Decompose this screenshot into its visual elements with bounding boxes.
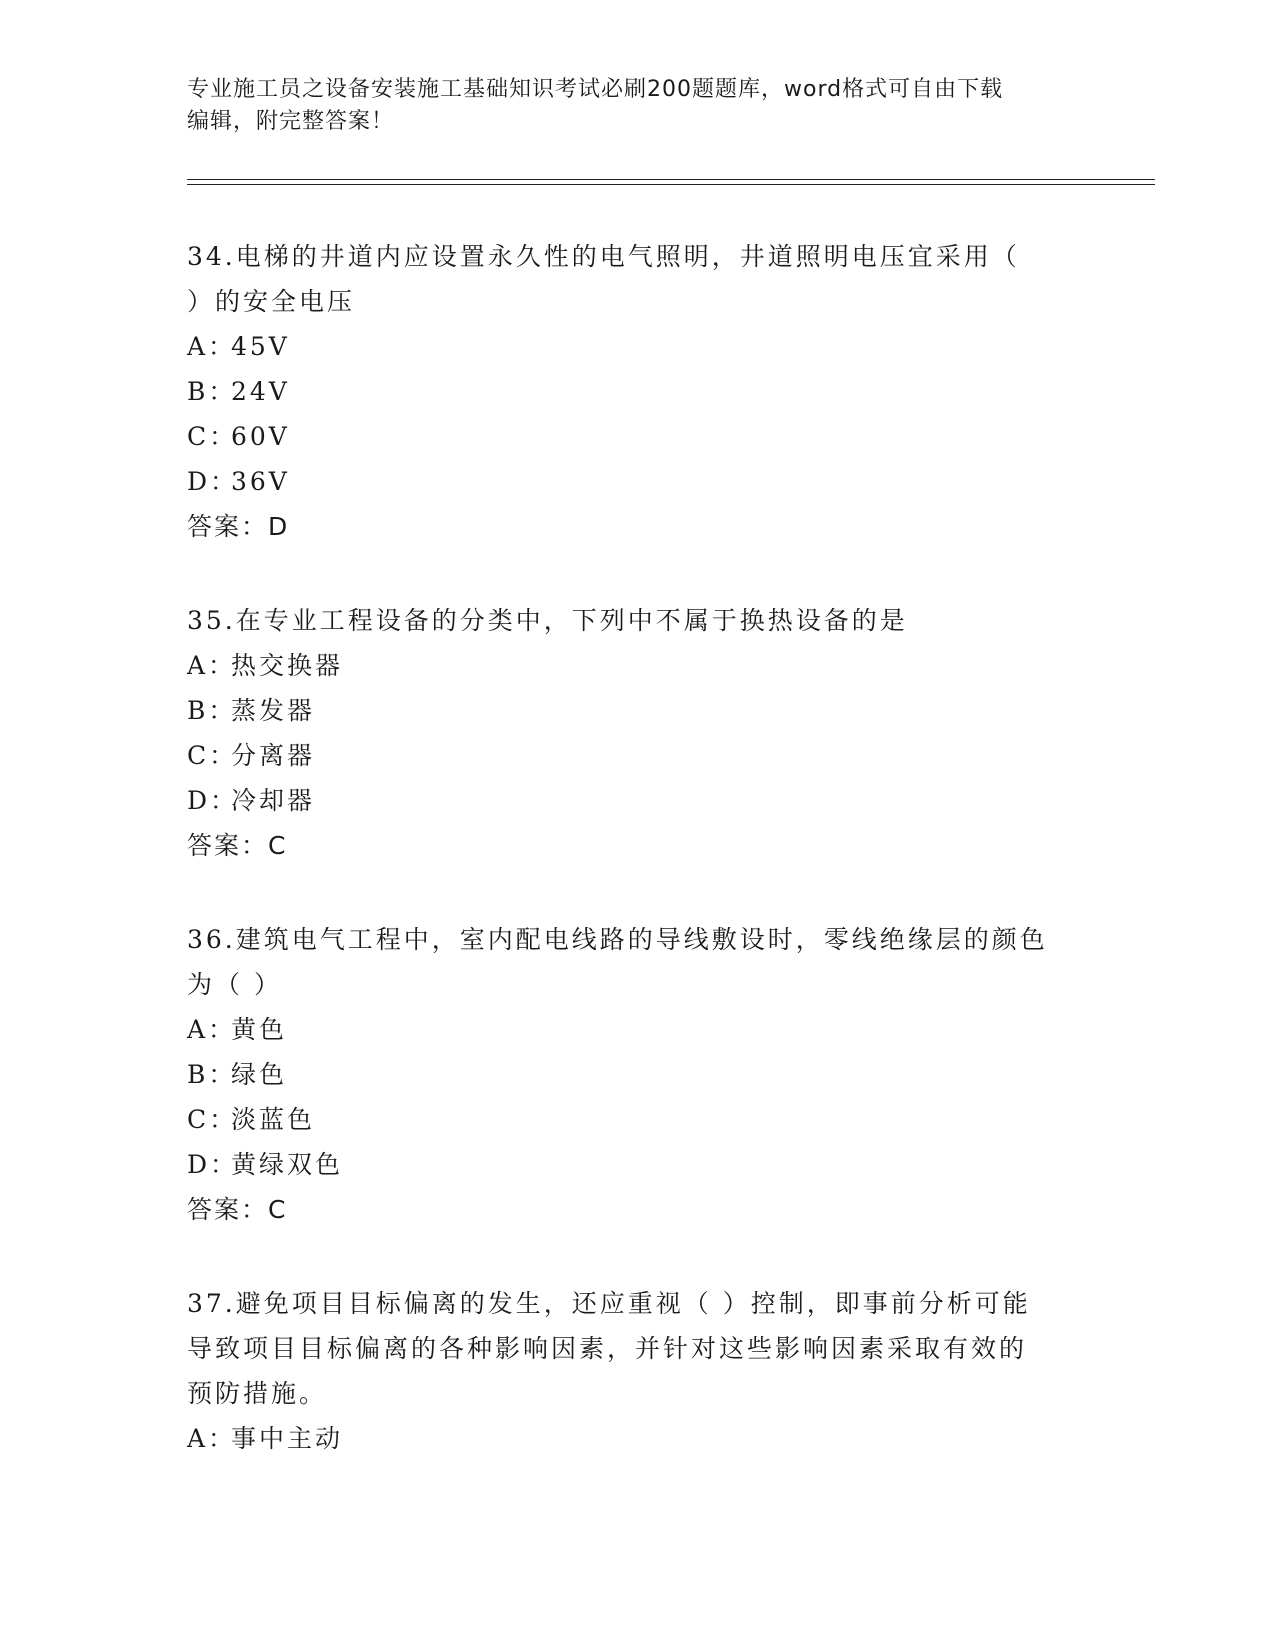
option-text: 24V: [231, 377, 290, 406]
option-text: 事中主动: [231, 1424, 344, 1453]
option-b: [187, 1052, 1077, 1097]
header-divider-top: [187, 179, 1155, 180]
question-text: [187, 598, 1077, 643]
option-a: [187, 324, 1077, 369]
question-line: 导致项目目标偏离的各种影响因素，并针对这些影响因素采取有效的: [187, 1334, 1028, 1363]
option-text: 热交换器: [231, 651, 344, 680]
option-label: B：: [187, 696, 237, 725]
question-36: [187, 917, 1077, 1232]
question-34: [187, 234, 1077, 549]
option-text: 黄绿双色: [231, 1150, 344, 1179]
question-line: 35.在专业工程设备的分类中，下列中不属于换热设备的是: [187, 606, 908, 635]
option-text: 分离器: [231, 741, 316, 770]
question-line: 预防措施。: [187, 1379, 328, 1408]
option-c: [187, 414, 1077, 459]
option-text: 冷却器: [231, 786, 316, 815]
question-text: [187, 234, 1077, 324]
option-a: [187, 1416, 1077, 1461]
option-label: D：: [187, 786, 239, 815]
option-text: 淡蓝色: [231, 1105, 316, 1134]
option-a: [187, 1007, 1077, 1052]
option-d: [187, 459, 1077, 504]
option-text: 黄色: [231, 1015, 288, 1044]
question-35: [187, 598, 1077, 868]
document-header: [187, 74, 1087, 138]
question-line: 34.电梯的井道内应设置永久性的电气照明，井道照明电压宜采用（: [187, 242, 1020, 271]
option-label: A：: [187, 332, 237, 361]
option-label: C：: [187, 1105, 238, 1134]
option-label: B：: [187, 1060, 237, 1089]
option-d: [187, 1142, 1077, 1187]
question-line: 36.建筑电气工程中，室内配电线路的导线敷设时，零线绝缘层的颜色: [187, 925, 1048, 954]
option-c: [187, 733, 1077, 778]
option-label: A：: [187, 1015, 237, 1044]
option-label: C：: [187, 741, 238, 770]
option-c: [187, 1097, 1077, 1142]
question-line: ）的安全电压: [187, 287, 356, 316]
option-d: [187, 778, 1077, 823]
option-label: C：: [187, 422, 238, 451]
option-b: [187, 369, 1077, 414]
option-text: 绿色: [231, 1060, 288, 1089]
header-divider-bottom: [187, 184, 1155, 185]
option-label: D：: [187, 1150, 239, 1179]
answer: 答案：C: [187, 831, 288, 860]
option-text: 45V: [231, 332, 290, 361]
question-line: 37.避免项目目标偏离的发生，还应重视（ ）控制，即事前分析可能: [187, 1289, 1031, 1318]
answer: 答案：D: [187, 512, 290, 541]
option-a: [187, 643, 1077, 688]
option-label: A：: [187, 1424, 237, 1453]
option-text: 36V: [231, 467, 290, 496]
question-37: [187, 1281, 1077, 1461]
question-line: 为（ ）: [187, 970, 282, 999]
option-text: 60V: [231, 422, 290, 451]
question-text: [187, 1281, 1077, 1416]
option-text: 蒸发器: [231, 696, 316, 725]
option-label: D：: [187, 467, 239, 496]
option-b: [187, 688, 1077, 733]
answer: 答案：C: [187, 1195, 288, 1224]
option-label: A：: [187, 651, 237, 680]
question-text: [187, 917, 1077, 1007]
header-line-1: 专业施工员之设备安装施工基础知识考试必刷200题题库，word格式可自由下载: [187, 77, 1004, 102]
header-line-2: 编辑，附完整答案！: [187, 109, 395, 134]
option-label: B：: [187, 377, 237, 406]
